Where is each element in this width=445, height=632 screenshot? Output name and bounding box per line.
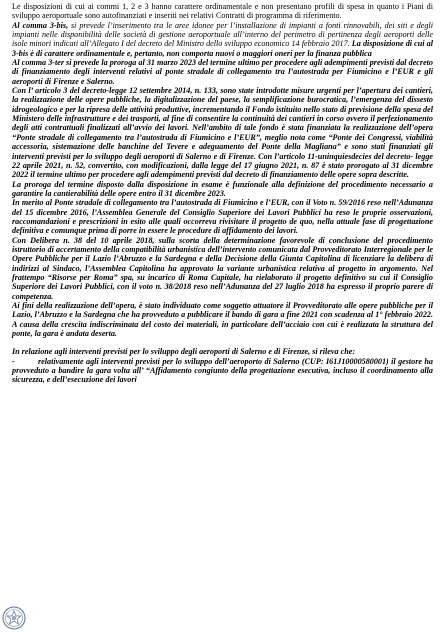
paragraph — [12, 301, 433, 338]
paragraph — [12, 180, 433, 199]
paragraph — [12, 2, 433, 21]
paragraph — [12, 21, 433, 58]
paragraph — [12, 357, 433, 385]
paragraph-segment: si prevede l’inserimento tra le aree idonee per l’installazione di impianti a fonti rinnovabili, dei siti e degli impianti nelle disponibilità delle società di gestione aeroportuale all’interno del perimetro di pertinenza degli aeroporti delle isole minori indicati all’Allegato I del decreto del Ministro dello sviluppo economico 14 febbraio 2017. — [12, 20, 433, 49]
paragraph-text: Al comma 3-ter si prevede la proroga al 31 marzo 2023 del termine ultimo per procedere agli adempimenti previsti dal decreto di finanziamento degli interventi relativi al ponte stradale di collegamento tra l’autostrada per Fiumicino e l’EUR e gli aeroporti di Firenze e Salerno. — [12, 58, 433, 86]
paragraph-text: relativamente agli interventi previsti per lo sviluppo dell’aeroporto di Salerno (CUP: I61J10000580001) il gestore ha provveduto a bandire la gara volta all’ “Affidamento congiunto della progettazione esecutiva, incluso il coordinamento alla sicurezza, e dell’esecuzione dei lavori — [12, 356, 433, 385]
paragraph-text: Ai fini della realizzazione dell’opera, è stato individuato come soggetto attuatore il Provveditorato alle opere pubbliche per il Lazio, l’Abruzzo e la Sardegna che ha provveduto a pubblicare il bando di gara a fine 2021 con scadenza al 1° febbraio 2022. A causa della crescita indiscriminata del costo dei materiali, in particolare dell’acciaio con cui è realizzata la struttura del ponte, la gara è andata deserta. — [12, 301, 433, 339]
paragraph-segment: Al comma 3-bis, — [12, 20, 72, 30]
paragraph-text: La proroga del termine disposto dalla disposizione in esame è funzionale alla definizione del procedimento necessario a garantire la cantierabilità delle opere entro il 31 dicembre 2023. — [12, 179, 433, 198]
paragraph-text: Le disposizioni di cui ai commi 1, 2 e 3 hanno carattere ordinamentale e non presentano profili di spesa in quanto i Piani di sviluppo aeroportuale sono autofinanziati e inseriti nei relativi Contratti di programma di riferimento. — [12, 2, 433, 21]
paragraph — [12, 198, 433, 235]
list-dash: - — [12, 356, 15, 366]
paragraph-text: Con l’ articolo 3 del decreto-legge 12 settembre 2014, n. 133, sono state introdotte misure urgenti per l’apertura dei cantieri, la realizzazione delle opere pubbliche, la digitalizzazione del paese, la semplificazione burocratica, l’emergenza del dissesto idrogeologico e per la ripresa delle attività produttive, incrementando il Fondo istituito nello stato di previsione della spesa del Ministero delle infrastrutture e dei trasporti, al fine di consentire la continuità dei cantieri in corso ovvero il perfezionamento degli atti contrattuali finalizzati all’avvio dei lavori. Nell’ambito di tale fondo è stata finanziata la realizzazione dell’opera “Ponte stradale di collegamento tra l’autostrada di Fiumicino e l’EUR”, meglio nota come “Ponte dei Congressi, viabilità accessoria, sistemazione delle banchine del Tevere e adeguamento del Ponte della Magliana” e sono stati finanziati gli interventi previsti per lo sviluppo degli aeroporti di Salerno e di Firenze. Con l’articolo 11-uninquiesdecies del decreto- legge 22 aprile 2021, n. 52, convertito, con modificazioni, dalla legge del 17 giugno 2021, n. 87 è stato prorogato al 31 dicembre 2022 il termine ultimo per procedere agli adempimenti previsti dal decreto di finanziamento delle opere sopra descritte. — [12, 86, 433, 180]
paragraph-text: In relazione agli interventi previsti per lo sviluppo degli aeroporti di Salerno e di Firenze, si rileva che: — [12, 347, 356, 357]
paragraph — [12, 347, 433, 356]
paragraph-segment: La disposizione di cui al 3-bis è di carattere ordinamentale e, pertanto, non comporta nuovi o maggiori oneri per la finanza pubblica — [12, 39, 433, 58]
emblem-seal-icon — [2, 606, 26, 630]
paragraph — [12, 236, 433, 301]
paragraph-text: In merito al Ponte stradale di collegamento tra l’autostrada di Fiumicino e l’EUR, con il Voto n. 59/2016 reso nell’Adunanza del 15 dicembre 2016, l’Assemblea Generale del Consiglio Superiore dei Lavori Pubblici ha reso le proprie osservazioni, raccomandazioni e prescrizioni in esito alle quali occorreva rivisitare il progetto de quo, nella attuale fase di progettazione definitiva e comunque prima di porre in essere le procedure di affidamento dei lavori. — [12, 198, 433, 236]
paragraph — [12, 58, 433, 86]
paragraph — [12, 86, 433, 179]
document-page — [12, 2, 433, 385]
paragraph-text: Con Delibera n. 38 del 10 aprile 2018, sulla scorta della determinazione favorevole di conclusione del procedimento istruttorio di accertamento della compatibilità urbanistica dell’intervento comunicata dal Provveditorato Interregionale per le Opere Pubbliche per il Lazio l’Abruzzo e la Sardegna e della Decisione della Giunta Capitolina di licenziare la delibera di indirizzi al Sindaco, l’Assemblea Capitolina ha approvato la variante urbanistica relativa al progetto in argomento. Nel frattempo “Risorse per Roma” spa, su incarico di Roma Capitale, ha rielaborato il progetto definitivo su cui il Consiglio Superiore dei Lavori Pubblici, con il voto n. 38/2018 reso nell’Adunanza del 27 luglio 2018 ha espresso il proprio parere di competenza. — [12, 235, 433, 301]
